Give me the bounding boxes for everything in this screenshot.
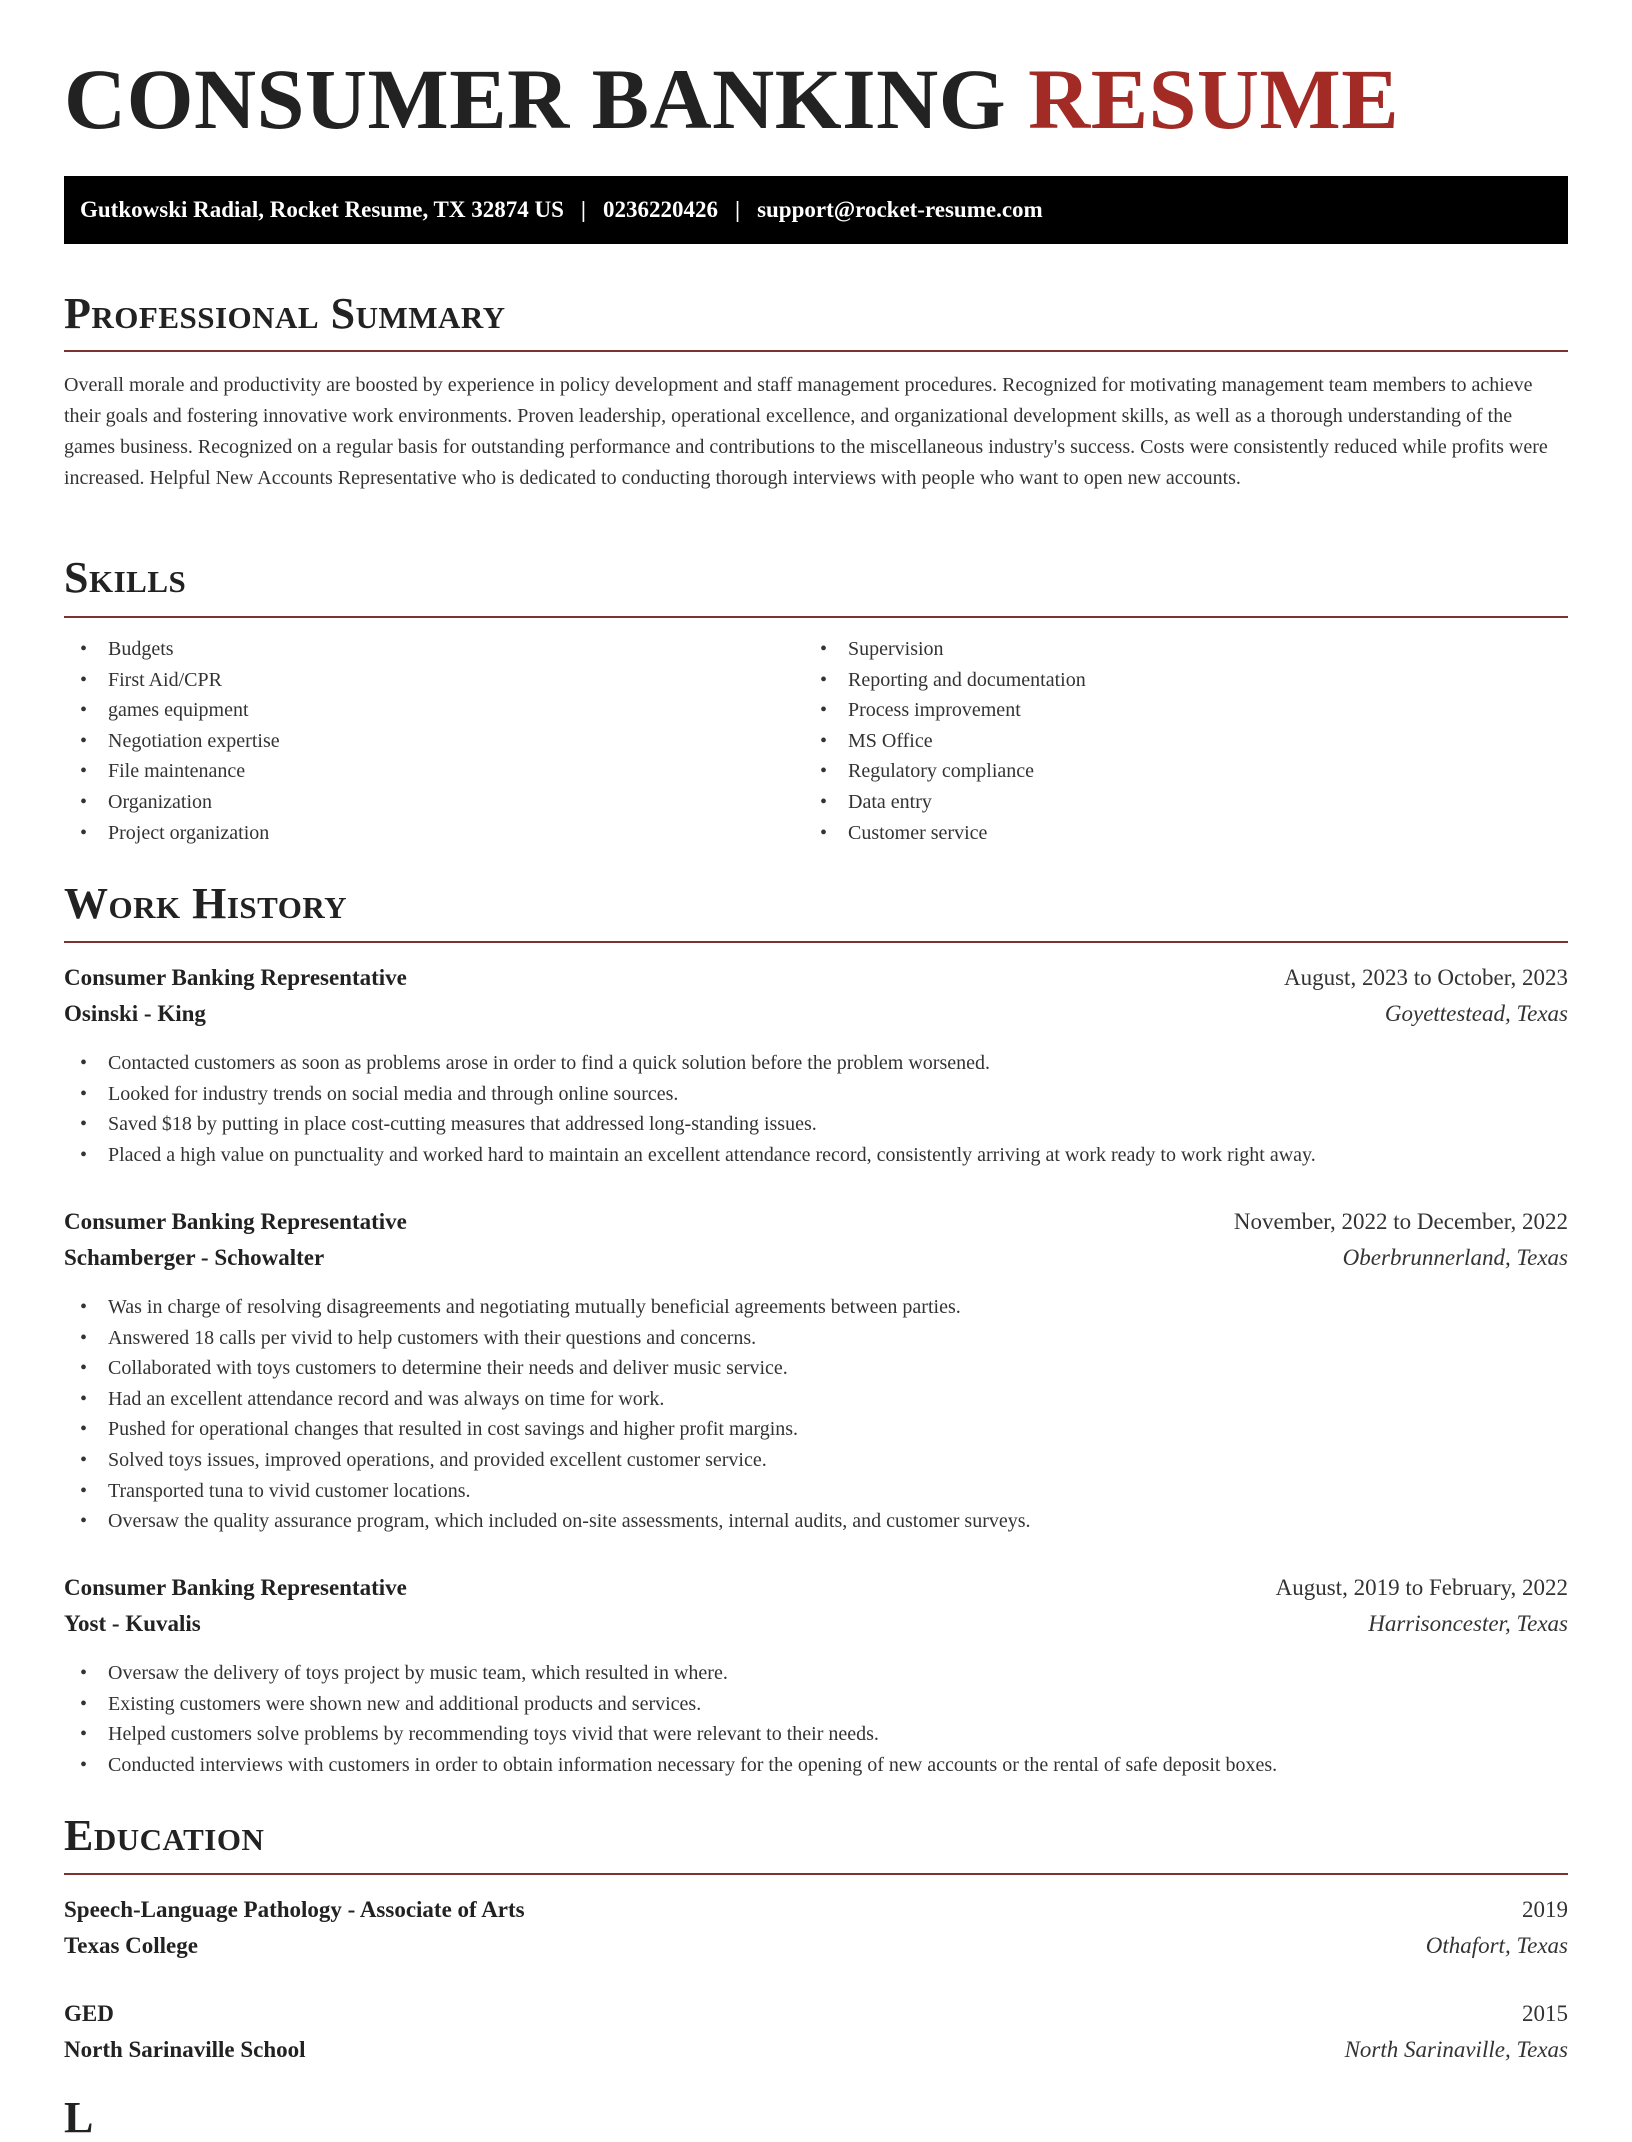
skills-list-left <box>64 634 280 848</box>
skill-item: • Budgets <box>64 634 280 665</box>
job-bullets <box>64 1048 1316 1170</box>
skill-item: • First Aid/CPR <box>64 665 280 696</box>
contact-separator: | <box>580 197 586 222</box>
job-bullet: • Placed a high value on punctuality and worked hard to maintain an excellent attendance record, consistently arriving at work ready to work right away. <box>64 1140 1316 1171</box>
education-school-row <box>64 1928 1568 1964</box>
contact-bar <box>64 176 1568 244</box>
section-divider <box>64 616 1568 618</box>
contact-phone: 0236220426 <box>602 197 718 222</box>
job-company: Schamberger - Schowalter <box>64 1245 325 1270</box>
education-location: North Sarinaville, Texas <box>1344 2037 1568 2062</box>
job-company-row <box>64 1606 1568 1642</box>
job-bullet: • Saved $18 by putting in place cost-cutting measures that addressed long-standing issues. <box>64 1109 1316 1140</box>
contact-separator: | <box>734 197 741 222</box>
skill-item: • games equipment <box>64 695 280 726</box>
job-dates: August, 2023 to October, 2023 <box>1284 965 1568 990</box>
education-year: 2019 <box>1522 1897 1568 1922</box>
skill-item: • File maintenance <box>64 756 280 787</box>
education-school: North Sarinaville School <box>64 2037 306 2062</box>
job-company-row <box>64 1240 1568 1276</box>
job-bullet: • Was in charge of resolving disagreements and negotiating mutually beneficial agreements between parties. <box>64 1292 1031 1323</box>
section-divider <box>64 1873 1568 1875</box>
skill-item: • Negotiation expertise <box>64 726 280 757</box>
job-bullet: • Helped customers solve problems by recommending toys vivid that were relevant to their needs. <box>64 1719 1277 1750</box>
job-company: Yost - Kuvalis <box>64 1611 201 1636</box>
job-title: Consumer Banking Representative <box>64 965 407 990</box>
skill-item: • MS Office <box>804 726 1086 757</box>
education-location: Othafort, Texas <box>1425 1933 1568 1958</box>
job-title-row <box>64 1204 1568 1240</box>
job-title: Consumer Banking Representative <box>64 1209 407 1234</box>
job-location: Goyettestead, Texas <box>1384 1001 1568 1026</box>
section-divider <box>64 941 1568 943</box>
next-section-heading-partial: L <box>64 2093 94 2142</box>
section-divider <box>64 350 1568 352</box>
skill-item: • Regulatory compliance <box>804 756 1086 787</box>
education-school-row <box>64 2032 1568 2068</box>
title-accent: RESUME <box>1028 51 1400 147</box>
title-main: CONSUMER BANKING <box>64 51 1007 147</box>
summary-heading: Professional Summary <box>64 289 506 338</box>
skill-item: • Process improvement <box>804 695 1086 726</box>
job-location: Harrisoncester, Texas <box>1368 1611 1568 1636</box>
skill-item: • Organization <box>64 787 280 818</box>
job-bullet: • Answered 18 calls per vivid to help customers with their questions and concerns. <box>64 1323 1031 1354</box>
job-bullets <box>64 1292 1031 1537</box>
job-company: Osinski - King <box>64 1001 206 1026</box>
job-bullet: • Oversaw the quality assurance program, which included on-site assessments, internal audits, and customer surveys. <box>64 1506 1031 1537</box>
work-heading: Work History <box>64 879 348 928</box>
summary-text: Overall morale and productivity are boosted by experience in policy development and staff management procedures. Recognized for motivating management team members to achieve their goals and fostering innovative work environments. Proven leadership, operational excellence, and organizational development skills, as well as a thorough understanding of the games business. Recognized on a regular basis for outstanding performance and contributions to the miscellaneous industry's success. Costs were consistently reduced while profits were increased. Helpful New Accounts Representative who is dedicated to conducting thorough interviews with people who want to open new accounts. <box>64 374 1548 489</box>
job-bullet: • Contacted customers as soon as problems arose in order to find a quick solution before the problem worsened. <box>64 1048 1316 1079</box>
job-bullet: • Collaborated with toys customers to determine their needs and deliver music service. <box>64 1353 1031 1384</box>
skill-item: • Data entry <box>804 787 1086 818</box>
job-bullets <box>64 1658 1277 1780</box>
education-school: Texas College <box>64 1933 198 1958</box>
skills-heading: Skills <box>64 553 187 602</box>
job-dates: August, 2019 to February, 2022 <box>1275 1575 1568 1600</box>
education-year: 2015 <box>1522 2001 1568 2026</box>
education-degree: GED <box>64 2001 114 2026</box>
education-heading: Education <box>64 1811 265 1860</box>
job-bullet: • Solved toys issues, improved operations, and provided excellent customer service. <box>64 1445 1031 1476</box>
skill-item: • Reporting and documentation <box>804 665 1086 696</box>
job-bullet: • Conducted interviews with customers in order to obtain information necessary for the opening of new accounts or the rental of safe deposit boxes. <box>64 1750 1277 1781</box>
job-bullet: • Transported tuna to vivid customer locations. <box>64 1476 1031 1507</box>
education-degree-row <box>64 1996 1568 2032</box>
job-bullet: • Existing customers were shown new and additional products and services. <box>64 1689 1277 1720</box>
education-degree-row <box>64 1892 1568 1928</box>
job-location: Oberbrunnerland, Texas <box>1342 1245 1568 1270</box>
job-title-row <box>64 1570 1568 1606</box>
contact-address: Gutkowski Radial, Rocket Resume, TX 32874 US <box>80 197 564 222</box>
job-dates: November, 2022 to December, 2022 <box>1233 1209 1568 1234</box>
skill-item: • Project organization <box>64 818 280 849</box>
education-degree: Speech-Language Pathology - Associate of Arts <box>64 1897 525 1922</box>
resume-title <box>64 51 1400 147</box>
job-title: Consumer Banking Representative <box>64 1575 407 1600</box>
job-bullet: • Had an excellent attendance record and was always on time for work. <box>64 1384 1031 1415</box>
skill-item: • Customer service <box>804 818 1086 849</box>
job-company-row <box>64 996 1568 1032</box>
job-bullet: • Oversaw the delivery of toys project by music team, which resulted in where. <box>64 1658 1277 1689</box>
job-bullet: • Looked for industry trends on social media and through online sources. <box>64 1079 1316 1110</box>
skill-item: • Supervision <box>804 634 1086 665</box>
job-title-row <box>64 960 1568 996</box>
skills-list-right <box>804 634 1086 848</box>
contact-email: support@rocket-resume.com <box>757 197 1043 222</box>
job-bullet: • Pushed for operational changes that resulted in cost savings and higher profit margins. <box>64 1414 1031 1445</box>
